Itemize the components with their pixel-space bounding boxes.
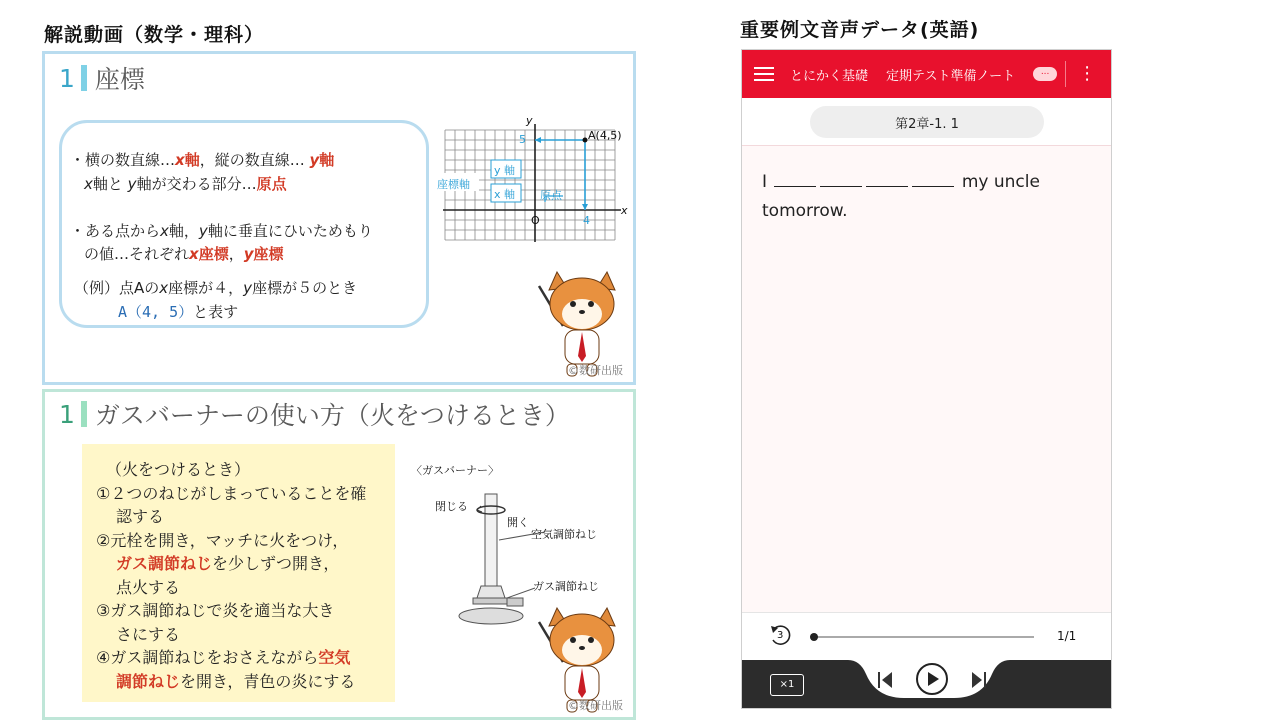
left-section-title: 解説動画（数学・理科） bbox=[44, 24, 265, 46]
toggle-switch[interactable]: ... bbox=[1033, 67, 1057, 81]
slide-number: 1 bbox=[59, 63, 75, 93]
sentence-start: I bbox=[762, 172, 768, 192]
graph-origin-label: O bbox=[531, 214, 540, 227]
seek-handle[interactable] bbox=[810, 633, 818, 641]
text-line: 認する bbox=[116, 507, 165, 526]
slide-heading bbox=[59, 396, 570, 432]
burner-diagram-title: 〈ガスバーナー〉 bbox=[411, 464, 499, 477]
sentence-end: my uncle bbox=[961, 172, 1040, 192]
text-line: ②元栓を開き，マッチに火をつけ， bbox=[96, 530, 349, 550]
speed-button[interactable]: ×1 bbox=[770, 674, 804, 696]
burner-air-screw-label: 空気調節ねじ bbox=[531, 528, 597, 541]
divider bbox=[1065, 61, 1066, 87]
sentence-blank bbox=[774, 172, 816, 187]
graph-x-axis-label: x bbox=[621, 204, 628, 217]
sentence-blank bbox=[866, 172, 908, 187]
copyright-label: ©数研出版 bbox=[568, 699, 623, 712]
text-line: ③ガス調節ねじで炎を適当な大き bbox=[96, 601, 335, 620]
slide-title: ガスバーナーの使い方（火をつけるとき） bbox=[94, 401, 570, 430]
graph-five-label: 5 bbox=[519, 133, 526, 146]
progress-track[interactable] bbox=[814, 636, 1034, 638]
graph-four-label: 4 bbox=[583, 214, 590, 227]
text-line: ガス調節ねじを少しずつ開き， bbox=[116, 554, 340, 573]
text-line: x軸と y軸が交わる部分…原点 bbox=[84, 175, 287, 193]
menu-item-basics[interactable]: とにかく基礎 bbox=[790, 68, 869, 84]
burner-close-label: 閉じる bbox=[435, 500, 468, 513]
science-video-slide[interactable] bbox=[42, 389, 636, 720]
burner-open-label: 開く bbox=[507, 516, 529, 529]
sentence-blank bbox=[820, 172, 862, 187]
text-line: ・ある点からx軸，y軸に垂直にひいためもり bbox=[70, 222, 373, 240]
text-line: ④ガス調節ねじをおさえながら空気 bbox=[96, 648, 351, 667]
replay-seconds: 3 bbox=[777, 630, 784, 641]
heading-bar bbox=[81, 401, 87, 427]
next-icon[interactable] bbox=[968, 669, 990, 691]
text-line: 点火する bbox=[116, 577, 181, 597]
menu-icon[interactable] bbox=[754, 63, 774, 85]
track-counter: 1/1 bbox=[1057, 629, 1077, 643]
playback-controls bbox=[742, 660, 1111, 709]
instruction-box bbox=[82, 444, 395, 702]
sentence-line-2: tomorrow. bbox=[762, 201, 848, 221]
replay-icon[interactable] bbox=[768, 623, 794, 649]
chapter-selector[interactable]: 第2章-1. 1 bbox=[810, 106, 1044, 138]
text-line: の値…それぞれx座標，y座標 bbox=[84, 245, 284, 263]
text-line: （例）点Aのx座標が４，y座標が５のとき bbox=[74, 279, 358, 297]
graph-y-axis-label: y bbox=[526, 114, 533, 127]
text-line: 調節ねじを開き，青色の炎にする bbox=[116, 671, 356, 691]
graph-y-axis-callout: y 軸 bbox=[494, 164, 516, 177]
graph-point-label: A(4,5) bbox=[588, 129, 622, 142]
text-line: （火をつけるとき） bbox=[106, 460, 251, 479]
graph-x-axis-callout: x 軸 bbox=[494, 188, 516, 201]
previous-icon[interactable] bbox=[874, 669, 896, 691]
audio-app-screen bbox=[741, 49, 1112, 709]
math-video-slide[interactable] bbox=[42, 51, 636, 385]
sentence-area bbox=[742, 145, 1111, 612]
more-options-icon[interactable]: ⋮ bbox=[1078, 63, 1097, 84]
text-line: ①２つのねじがしまっていることを確 bbox=[96, 483, 367, 503]
text-line: さにする bbox=[116, 624, 181, 644]
heading-bar bbox=[81, 65, 87, 91]
slide-number: 1 bbox=[59, 399, 75, 429]
slide-title: 座標 bbox=[94, 65, 145, 94]
app-top-bar bbox=[742, 50, 1111, 98]
text-line: A（4, 5）と表す bbox=[118, 303, 239, 321]
text-line: ・横の数直線…x軸，縦の数直線… y軸 bbox=[70, 151, 335, 169]
example-sentence bbox=[762, 168, 1082, 226]
audio-player bbox=[742, 612, 1111, 661]
right-section-title: 重要例文音声データ(英語) bbox=[740, 19, 980, 41]
slide-heading bbox=[59, 60, 145, 96]
play-icon[interactable] bbox=[915, 662, 949, 696]
sentence-blank bbox=[912, 172, 954, 187]
menu-item-test-notes[interactable]: 定期テスト準備ノート bbox=[886, 68, 1016, 84]
graph-coordinate-axis-label: 座標軸 bbox=[437, 178, 470, 191]
burner-gas-screw-label: ガス調節ねじ bbox=[533, 580, 599, 593]
explanation-bubble bbox=[59, 120, 429, 328]
copyright-label: ©数研出版 bbox=[568, 364, 623, 377]
graph-origin-callout: 原点 bbox=[540, 189, 562, 202]
